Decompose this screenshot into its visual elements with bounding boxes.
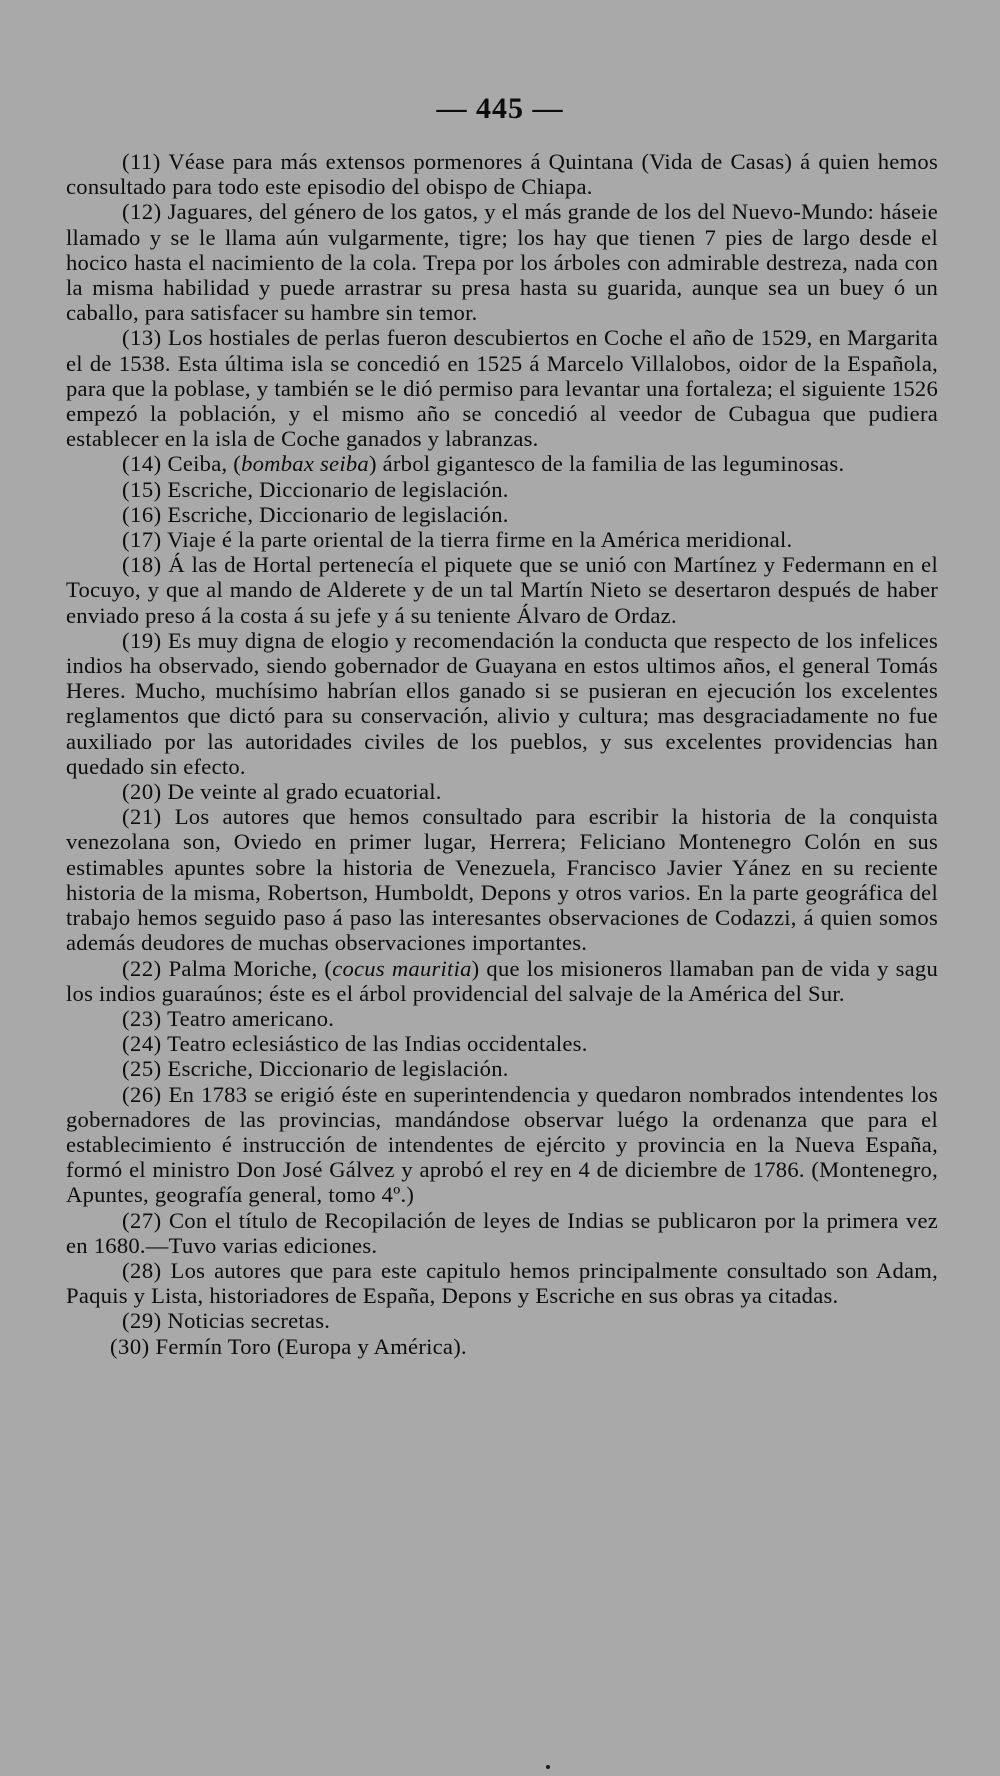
footnote: [66, 1208, 938, 1258]
footnote: [66, 1006, 938, 1031]
footnote-number: (15): [122, 476, 162, 502]
footnote-text-cont: ) que los misioneros llamaban pan de vida y sagu los indios guaraúnos; éste es el árbol providencial del salvaje de la América del Sur.: [66, 955, 938, 1006]
footnote-number: (27): [122, 1207, 162, 1233]
footnote: [66, 527, 938, 552]
footnote-text: Ceiba, (: [161, 451, 242, 477]
footnote-number: (11): [122, 149, 161, 174]
footnote: [66, 1308, 938, 1333]
footnote-number: (29): [122, 1308, 162, 1334]
footnote: [66, 477, 938, 502]
footnotes-list: [66, 149, 938, 1359]
footnote-text: Viaje é la parte oriental de la tierra firme en la América meridional.: [161, 527, 793, 553]
footnote-number: (18): [122, 552, 162, 578]
print-speck: [546, 1765, 550, 1769]
footnote-text: Fermín Toro (Europa y América).: [149, 1333, 467, 1359]
footnote-number: (26): [122, 1081, 162, 1107]
footnote-number: (25): [122, 1056, 162, 1082]
footnote: [66, 1031, 938, 1056]
footnote-number: (30): [110, 1333, 150, 1359]
footnote: [66, 628, 938, 779]
footnote-italic: bombax seiba: [241, 451, 369, 477]
footnote-number: (23): [122, 1005, 162, 1031]
footnote: [66, 956, 938, 1006]
footnote-text: De veinte al grado ecuatorial.: [161, 779, 442, 805]
footnote-text: Teatro eclesiástico de las Indias occidentales.: [161, 1031, 588, 1057]
footnote-text: Los autores que para este capitulo hemos principalmente consultado son Adam, Paquis y Lista, historiadores de España, Depons y Escriche en sus obras ya citadas.: [66, 1257, 938, 1309]
footnote-number: (22): [122, 955, 162, 981]
footnote-text: Teatro americano.: [161, 1005, 335, 1031]
footnote-text: Los autores que hemos consultado para escribir la historia de la conquista venezolana son, Oviedo en primer lugar, Herrera; Feliciano Montenegro Colón en sus estimables apuntes sobre la historia de Venezuela, Francisco Javier Yánez en su reciente historia de la misma, Robertson, Humboldt, Depons y otros varios. En la parte geográfica del trabajo hemos seguido paso á paso las interesantes observaciones de Codazzi, á quien somos además deudores de muchas observaciones importantes.: [66, 804, 938, 956]
footnote-text: Á las de Hortal pertenecía el piquete que se unió con Martínez y Federmann en el Tocuyo, y que al mando de Alderete y de un tal Martín Nieto se desertaron después de haber enviado preso á la costa á su jefe y á su teniente Álvaro de Ordaz.: [66, 552, 938, 628]
footnote-text: Con el título de Recopilación de leyes de Indias se publicaron por la primera vez en 1680.—Tuvo varias ediciones.: [66, 1207, 938, 1258]
footnote-number: (14): [122, 451, 162, 477]
footnote-number: (28): [122, 1257, 162, 1283]
footnote-number: (21): [122, 804, 162, 830]
footnote: [66, 149, 938, 199]
footnote-text: Noticias secretas.: [161, 1308, 331, 1334]
footnote-number: (12): [122, 199, 162, 225]
footnote: [66, 451, 938, 476]
footnote-text: Palma Moriche, (: [161, 955, 333, 981]
footnote-text: Escriche, Diccionario de legislación.: [161, 1056, 509, 1082]
footnote-number: (19): [122, 627, 162, 653]
footnote-text: Jaguares, del género de los gatos, y el más grande de los del Nuevo-Mundo: háseie llamado y se le llama aún vulgarmente, tigre; los hay que tienen 7 pies de largo desde el hocico hasta el nacimiento de la cola. Trepa por los árboles con admirable destreza, nada con la misma habilidad y puede arrastrar su presa hasta su guarida, aunque sea un buey ó un caballo, para satisfacer su hambre sin temor.: [66, 199, 938, 326]
footnote-text: Escriche, Diccionario de legislación.: [161, 476, 509, 502]
footnote-number: (13): [122, 325, 162, 351]
footnote-text-cont: ) árbol gigantesco de la familia de las leguminosas.: [368, 451, 845, 477]
footnote: [66, 552, 938, 628]
footnote: [66, 502, 938, 527]
page-number: — 445 —: [436, 92, 564, 125]
footnote: [66, 804, 938, 955]
footnote-text: Los hostiales de perlas fueron descubiertos en Coche el año de 1529, en Margarita el de 1538. Esta última isla se concedió en 1525 á Marcelo Villalobos, oidor de la Española, para que la poblase, y también se le dió permiso para levantar una fortaleza; el siguiente 1526 empezó la población, y el mismo año se concedió al veedor de Cubagua que pudiera establecer en la isla de Coche ganados y labranzas.: [66, 325, 938, 452]
footnote-text: En 1783 se erigió éste en superintendencia y quedaron nombrados intendentes los gobernadores de las provincias, mandándose observar luégo la ordenanza que para el establecimiento é instrucción de intendentes de ejército y provincia en la Nueva España, formó el ministro Don José Gálvez y aprobó el rey en 4 de diciembre de 1786. (Montenegro, Apuntes, geografía general, tomo 4º.): [66, 1081, 938, 1208]
footnote-number: (24): [122, 1031, 162, 1057]
footnote: [66, 325, 938, 451]
footnote-text: Escriche, Diccionario de legislación.: [161, 501, 509, 527]
footnote: [66, 1056, 938, 1081]
footnote: [66, 1082, 938, 1208]
footnote-number: (20): [122, 779, 162, 805]
footnote: [66, 1258, 938, 1308]
footnote-number: (16): [122, 501, 162, 527]
footnote: [66, 1334, 938, 1359]
footnote: [66, 199, 938, 325]
footnote-number: (17): [122, 527, 162, 553]
footnote: [66, 779, 938, 804]
footnote-text: Es muy digna de elogio y recomendación la conducta que respecto de los infelices indios ha observado, siendo gobernador de Guayana en estos ultimos años, el general Tomás Heres. Mucho, muchísimo habrían ellos ganado si se pusieran en ejecución los excelentes reglamentos que dictó para su conservación, alivio y cultura; mas desgraciadamente no fue auxiliado por las autoridades civiles de los pueblos, y sus excelentes providencias han quedado sin efecto.: [66, 627, 938, 779]
footnote-italic: cocus mauritia: [332, 955, 472, 981]
footnote-text: Véase para más extensos pormenores á Quintana (Vida de Casas) á quien hemos consultado para todo este episodio del obispo de Chiapa.: [66, 149, 938, 200]
